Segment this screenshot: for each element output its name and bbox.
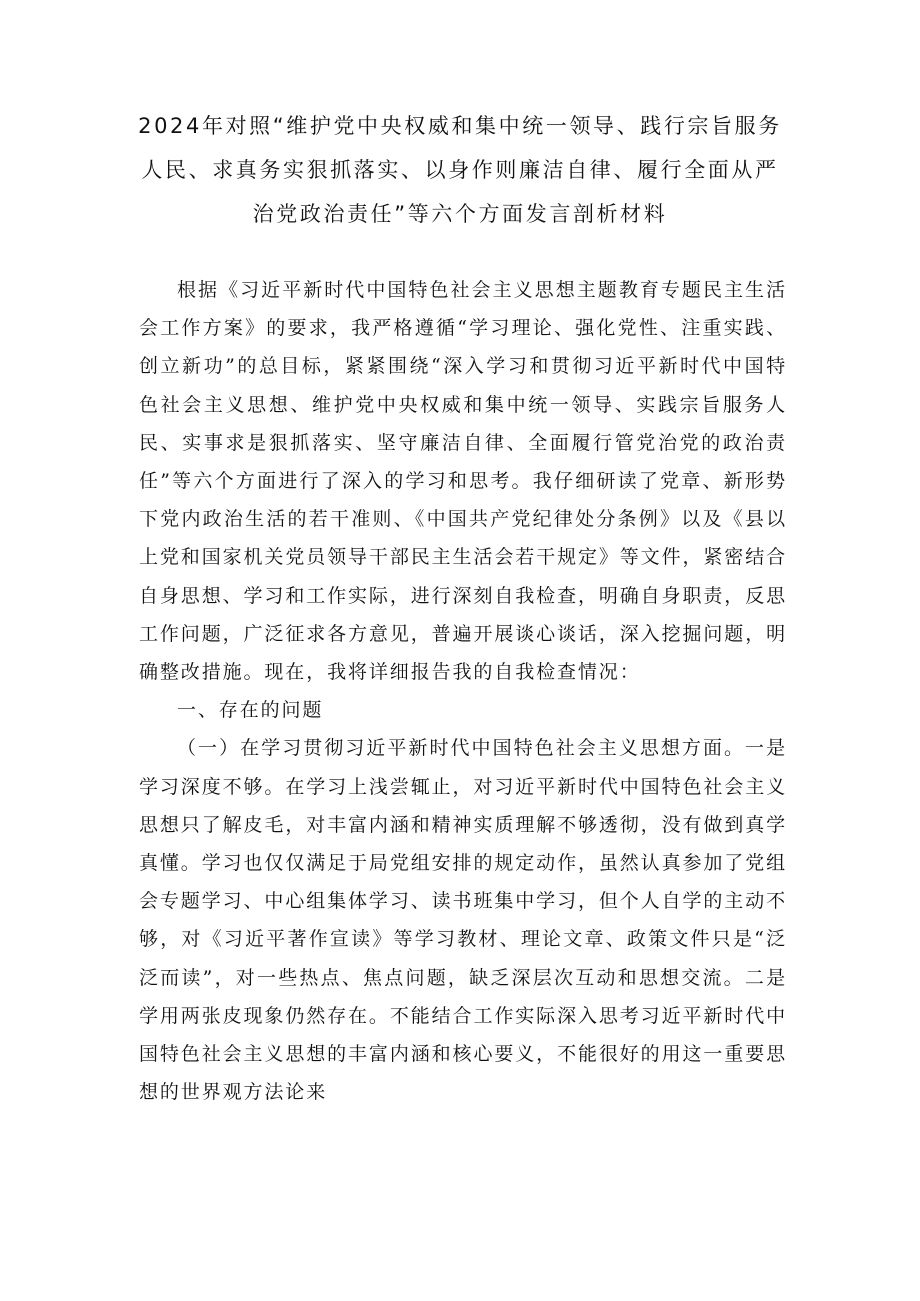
document-title: 2024年对照“维护党中央权威和集中统一领导、践行宗旨服务人民、求真务实狠抓落实、以身作则廉洁自律、履行全面从严治党政治责任”等六个方面发言剖析材料	[138, 114, 782, 226]
subsection-paragraph-study: （一）在学习贯彻习近平新时代中国特色社会主义思想方面。一是学习深度不够。在学习上浅尝辄止，对习近平新时代中国特色社会主义思想只了解皮毛，对丰富内涵和精神实质理解不够透彻，没有做到真学真懂。学习也仅仅满足于局党组安排的规定动作，虽然认真参加了党组会专题学习、中心组集体学习、读书班集中学习，但个人自学的主动不够，对《习近平著作宣读》等学习教材、理论文章、政策文件只是“泛泛而读”，对一些热点、焦点问题，缺乏深层次互动和思想交流。二是学用两张皮现象仍然存在。不能结合工作实际深入思考习近平新时代中国特色社会主义思想的丰富内涵和核心要义，不能很好的用这一重要思想的世界观方法论来	[139, 737, 787, 1104]
section-heading-problems: 一、存在的问题	[177, 699, 324, 722]
document-body	[139, 271, 787, 1111]
intro-paragraph: 根据《习近平新时代中国特色社会主义思想主题教育专题民主生活会工作方案》的要求，我严格遵循“学习理论、强化党性、注重实践、创立新功”的总目标，紧紧围绕“深入学习和贯彻习近平新时代中国特色社会主义思想、维护党中央权威和集中统一领导、实践宗旨服务人民、实事求是狠抓落实、坚守廉洁自律、全面履行管党治党的政治责任”等六个方面进行了深入的学习和思考。我仔细研读了党章、新形势下党内政治生活的若干准则、《中国共产党纪律处分条例》以及《县以上党和国家机关党员领导干部民主生活会若干规定》等文件，紧密结合自身思想、学习和工作实际，进行深刻自我检查，明确自身职责，反思工作问题，广泛征求各方意见，普遍开展谈心谈话，深入挖掘问题，明确整改措施。现在，我将详细报告我的自我检查情况：	[139, 279, 787, 684]
